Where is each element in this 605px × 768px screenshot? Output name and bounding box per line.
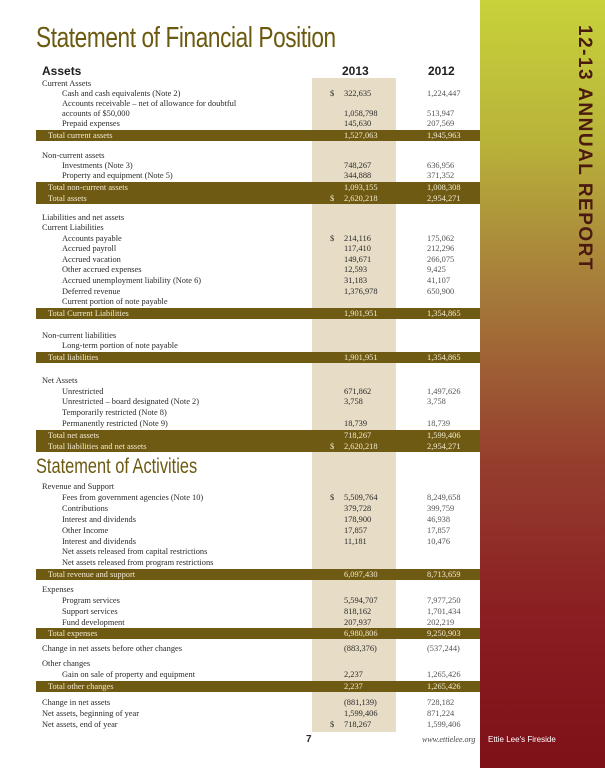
value-2012: 650,900 (427, 287, 455, 296)
table-row (36, 396, 480, 407)
table-row (36, 243, 480, 254)
table-row (36, 643, 480, 654)
table-row (36, 264, 480, 275)
value-2012: 41,107 (427, 276, 451, 285)
table-row (36, 340, 480, 351)
table-row (36, 492, 480, 503)
value-2013: 145,630 (344, 119, 372, 128)
table-row (36, 375, 480, 386)
value-2012: 1,265,426 (427, 682, 461, 691)
row-label: Total net assets (48, 431, 100, 440)
row-label: Other changes (42, 659, 91, 668)
value-2012: 10,476 (427, 537, 451, 546)
value-2013: 344,888 (344, 171, 372, 180)
total-row (36, 352, 480, 363)
row-label: Current Assets (42, 79, 92, 88)
row-label: Deferred revenue (62, 287, 121, 296)
value-2012: 371,352 (427, 171, 455, 180)
value-2012: 1,008,308 (427, 183, 461, 192)
value-2013: 2,237 (344, 670, 363, 679)
value-2013: 6,097,430 (344, 570, 378, 579)
row-label: Total liabilities (48, 353, 99, 362)
table-row (36, 708, 480, 719)
value-2013: 1,058,798 (344, 109, 378, 118)
table-header (42, 64, 472, 78)
value-2013: 31,183 (344, 276, 368, 285)
total-row (36, 569, 480, 580)
value-2012: 46,938 (427, 515, 451, 524)
table-row (36, 407, 480, 418)
value-2013: 379,728 (344, 504, 372, 513)
row-label: Current Liabilities (42, 223, 104, 232)
row-label: Interest and dividends (62, 515, 136, 524)
footer (0, 735, 605, 749)
total-row (36, 628, 480, 639)
table-row (36, 617, 480, 628)
value-2013: 1,901,951 (344, 353, 378, 362)
row-label: Long-term portion of note payable (62, 341, 178, 350)
value-2013: 11,181 (344, 537, 367, 546)
table-row (36, 481, 480, 492)
activities-title: Statement of Activities (36, 455, 198, 478)
row-label: Accounts payable (62, 234, 122, 243)
total-row (36, 430, 480, 441)
table-row (36, 606, 480, 617)
value-2012: 1,354,865 (427, 309, 461, 318)
row-label: Accrued vacation (62, 255, 121, 264)
value-2013: (883,376) (344, 644, 377, 653)
value-2013: 149,671 (344, 255, 372, 264)
value-2012: 202,219 (427, 618, 455, 627)
value-2012: 9,250,903 (427, 629, 461, 638)
value-2012: 8,249,658 (427, 493, 461, 502)
row-label: accounts of $50,000 (62, 109, 130, 118)
row-label: Other Income (62, 526, 109, 535)
value-2013: 5,509,764 (344, 493, 378, 502)
table-row (36, 514, 480, 525)
value-2013: 1,599,406 (344, 709, 378, 718)
row-label: Unrestricted – board designated (Note 2) (62, 397, 199, 406)
value-2012: 1,599,406 (427, 720, 461, 729)
annual-report-label: 12-13 ANNUAL REPORT (574, 25, 595, 271)
value-2013: (881,139) (344, 698, 377, 707)
value-2013: 3,758 (344, 397, 363, 406)
total-row (36, 130, 480, 141)
page-number: 7 (306, 734, 312, 745)
total-row (36, 441, 480, 452)
table-row (36, 719, 480, 730)
table-row (36, 546, 480, 557)
table-row (36, 697, 480, 708)
table-row (36, 170, 480, 181)
year-2013-header: 2013 (342, 64, 369, 78)
row-label: Unrestricted (62, 387, 104, 396)
row-label: Net assets, end of year (42, 720, 118, 729)
value-2013: 718,267 (344, 431, 372, 440)
table-row (36, 503, 480, 514)
value-2012: 8,713,659 (427, 570, 461, 579)
row-label: Total other changes (48, 682, 114, 691)
value-2012: 871,224 (427, 709, 455, 718)
row-label: Gain on sale of property and equipment (62, 670, 196, 679)
value-2012: 9,425 (427, 265, 446, 274)
value-2013: 12,593 (344, 265, 368, 274)
row-label: Fees from government agencies (Note 10) (62, 493, 204, 502)
currency-sign: $ (330, 89, 335, 98)
row-label: Other accrued expenses (62, 265, 142, 274)
value-2012: 1,945,963 (427, 131, 461, 140)
value-2012: 18,739 (427, 419, 451, 428)
row-label: Net Assets (42, 376, 78, 385)
row-label: Total assets (48, 194, 87, 203)
value-2012: 175,062 (427, 234, 455, 243)
value-2013: 5,594,707 (344, 596, 378, 605)
row-label: Accrued unemployment liability (Note 6) (62, 276, 202, 285)
row-label: Property and equipment (Note 5) (62, 171, 173, 180)
row-label: Investments (Note 3) (62, 161, 133, 170)
row-label: Net assets released from program restrictions (62, 558, 214, 567)
value-2012: 1,265,426 (427, 670, 461, 679)
value-2013: 117,410 (344, 244, 371, 253)
row-label: Total liabilities and net assets (48, 442, 147, 451)
value-2012: 1,701,434 (427, 607, 461, 616)
value-2013: 748,267 (344, 161, 372, 170)
table-row (36, 418, 480, 429)
row-label: Temporarily restricted (Note 8) (62, 408, 167, 417)
row-label: Total current assets (48, 131, 113, 140)
value-2013: 671,862 (344, 387, 372, 396)
row-label: Accrued payroll (62, 244, 117, 253)
value-2013: 2,237 (344, 682, 363, 691)
value-2013: 818,162 (344, 607, 372, 616)
total-row (36, 182, 480, 193)
row-label: Fund development (62, 618, 125, 627)
website-url[interactable]: www.ettielee.org (422, 735, 476, 744)
table-row (36, 595, 480, 606)
currency-sign: $ (330, 493, 335, 502)
row-label: Total Current Liabilities (48, 309, 129, 318)
row-label: Interest and dividends (62, 537, 136, 546)
value-2012: 2,954,271 (427, 194, 461, 203)
table-row (36, 118, 480, 129)
sidebar-band (480, 0, 605, 768)
row-label: Change in net assets (42, 698, 111, 707)
table-row (36, 584, 480, 595)
page-title: Statement of Financial Position (36, 22, 336, 54)
row-label: Non-current assets (42, 151, 105, 160)
value-2012: 266,075 (427, 255, 455, 264)
row-label: Prepaid expenses (62, 119, 120, 128)
row-label: Liabilities and net assets (42, 213, 125, 222)
value-2012: 212,296 (427, 244, 455, 253)
value-2012: (537,244) (427, 644, 460, 653)
year-2012-header: 2012 (428, 64, 455, 78)
currency-sign: $ (330, 720, 335, 729)
row-label: Support services (62, 607, 118, 616)
value-2012: 1,354,865 (427, 353, 461, 362)
value-2013: 1,527,063 (344, 131, 378, 140)
value-2013: 214,116 (344, 234, 371, 243)
total-row (36, 308, 480, 319)
value-2013: 6,980,806 (344, 629, 378, 638)
value-2012: 17,857 (427, 526, 451, 535)
row-label: Contributions (62, 504, 109, 513)
value-2013: 207,937 (344, 618, 372, 627)
value-2012: 399,759 (427, 504, 455, 513)
table-row (36, 669, 480, 680)
value-2012: 1,224,447 (427, 89, 461, 98)
row-label: Cash and cash equivalents (Note 2) (62, 89, 181, 98)
total-row (36, 193, 480, 204)
row-label: Non-current liabilities (42, 331, 117, 340)
value-2013: 1,901,951 (344, 309, 378, 318)
value-2012: 728,182 (427, 698, 455, 707)
value-2013: 17,857 (344, 526, 368, 535)
table-row (36, 557, 480, 568)
row-label: Current portion of note payable (62, 297, 168, 306)
row-label: Total revenue and support (48, 570, 136, 579)
row-label: Total expenses (48, 629, 98, 638)
assets-header: Assets (42, 64, 82, 78)
table-row (36, 275, 480, 286)
table-row (36, 658, 480, 669)
value-2013: 18,739 (344, 419, 368, 428)
currency-sign: $ (330, 194, 335, 203)
row-label: Expenses (42, 585, 74, 594)
value-2013: 178,900 (344, 515, 372, 524)
value-2012: 2,954,271 (427, 442, 461, 451)
row-label: Permanently restricted (Note 9) (62, 419, 168, 428)
value-2012: 513,947 (427, 109, 455, 118)
total-row (36, 681, 480, 692)
row-label: Total non-current assets (48, 183, 128, 192)
table-row (36, 525, 480, 536)
value-2013: 718,267 (344, 720, 372, 729)
value-2012: 1,599,406 (427, 431, 461, 440)
row-label: Net assets, beginning of year (42, 709, 139, 718)
row-label: Accounts receivable – net of allowance for doubtful (62, 99, 237, 108)
value-2013: 2,620,218 (344, 194, 378, 203)
value-2012: 1,497,626 (427, 387, 461, 396)
value-2013: 1,376,978 (344, 287, 378, 296)
value-2013: 2,620,218 (344, 442, 378, 451)
value-2012: 207,569 (427, 119, 455, 128)
table-row (36, 222, 480, 233)
value-2012: 3,758 (427, 397, 446, 406)
brand-name: Ettie Lee's Fireside (488, 735, 556, 744)
row-label: Revenue and Support (42, 482, 115, 491)
table-row (36, 296, 480, 307)
value-2012: 7,977,250 (427, 596, 461, 605)
row-label: Net assets released from capital restrictions (62, 547, 208, 556)
row-label: Program services (62, 596, 120, 605)
row-label: Change in net assets before other changes (42, 644, 182, 653)
value-2012: 636,956 (427, 161, 455, 170)
value-2013: 1,093,155 (344, 183, 378, 192)
value-2013: 322,635 (344, 89, 372, 98)
currency-sign: $ (330, 442, 335, 451)
currency-sign: $ (330, 234, 335, 243)
